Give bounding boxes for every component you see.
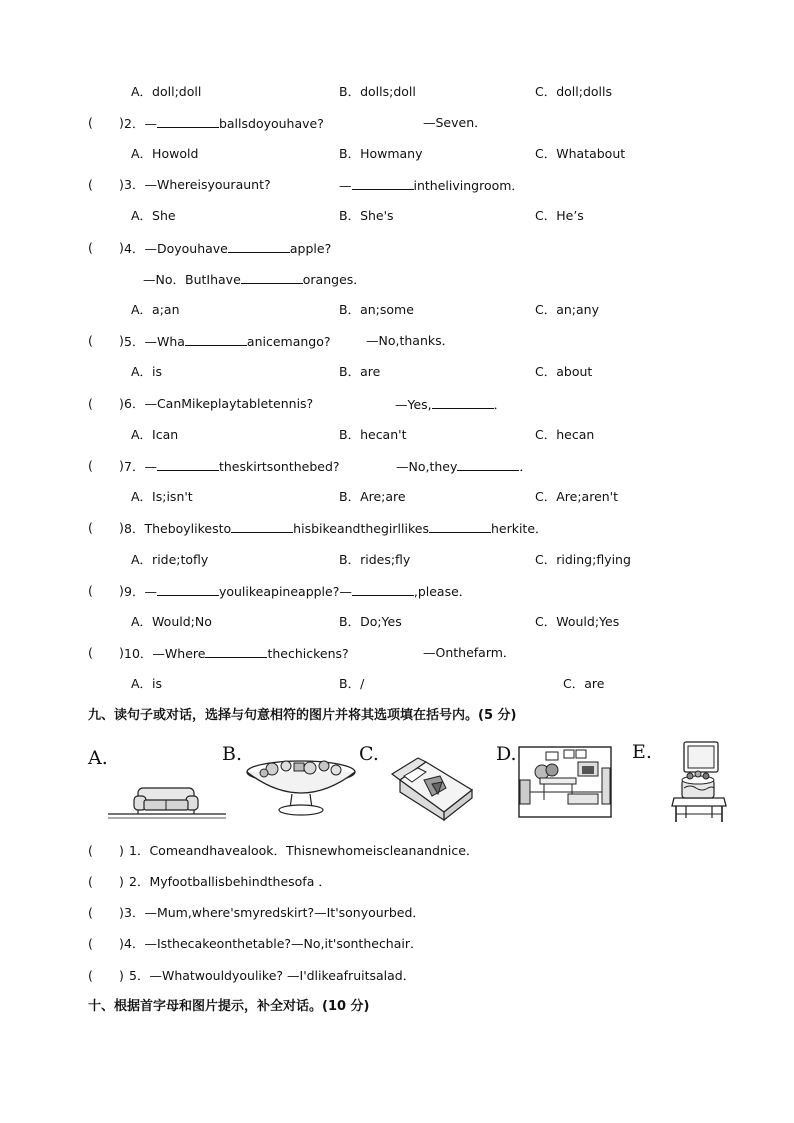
answer-paren-close: ) [119,936,124,951]
answer-paren-open: ( [88,115,93,130]
question-2 [0,113,794,133]
option-c: C．He’s [535,208,584,223]
question-answer: —Seven． [423,115,487,130]
answer-line [143,269,366,290]
option-b: B．an;some [339,302,414,317]
question-text [124,518,548,539]
question-answer: —Onthefarm． [423,645,516,660]
question-4-line-2 [0,269,794,289]
answer-paren-close: ) [119,874,124,889]
q5-options-row [0,362,794,382]
answer-paren-open: ( [88,936,93,951]
picture-e-label: E. [632,741,652,763]
answer-paren-open: ( [88,240,93,255]
q2-options-row [0,144,794,164]
answer-start: —Yes, [395,397,432,412]
option-c: C．about [535,364,593,379]
option-b: B．She's [339,208,394,223]
answer-paren-open: ( [88,843,93,858]
option-b: B．/ [339,676,365,691]
option-b: B．hecan't [339,427,407,442]
answer-blank[interactable] [457,456,519,471]
answer-paren-open: ( [88,333,93,348]
answer-blank[interactable] [429,518,491,533]
answer-paren-close: ) [119,968,124,983]
answer-blank[interactable] [352,581,414,596]
answer-paren-close: ) [119,583,124,598]
question-text [124,581,471,602]
bed-icon [388,754,474,822]
answer-end: ． [493,397,507,412]
section-9-item-1 [0,841,794,861]
q3-options-row [0,206,794,226]
option-b: B．rides;fly [339,552,411,567]
q7-options-row [0,487,794,507]
question-end: thechickens? [267,646,349,661]
question-number: 2．— [124,116,157,131]
item-text: 5．—Whatwouldyoulike? —I'dlikeafruitsalad． [129,968,416,983]
question-text [124,456,340,477]
answer-paren-close: ) [119,520,124,535]
question-text: 3．—Whereisyouraunt? [124,177,271,192]
answer-blank[interactable] [231,518,293,533]
section-9-item-5 [0,966,794,986]
question-end: ,please． [413,584,472,599]
question-5 [0,331,794,351]
answer-end: inthelivingroom． [413,178,524,193]
option-c: C．Whatabout [535,146,626,161]
answer-end: oranges． [302,272,366,287]
option-b: B．dolls;doll [339,84,416,99]
answer-paren-open: ( [88,968,93,983]
item-text: 4．—Isthecakeonthetable?—No,it'sonthechair． [124,936,423,951]
answer-paren-close: ) [119,645,124,660]
option-a: A．is [131,676,163,691]
option-a: A．Is;isn't [131,489,193,504]
answer-line [339,175,524,196]
answer-blank[interactable] [352,175,414,190]
question-start: 8．Theboylikesto [124,521,232,536]
answer-paren-close: ) [119,115,124,130]
q10-options-row [0,674,794,694]
option-c: C．hecan [535,427,595,442]
option-c: C．are [563,676,605,691]
fruit-bowl-icon [244,758,358,818]
picture-d-label: D. [496,743,517,765]
answer-paren-open: ( [88,520,93,535]
answer-paren-close: ) [119,458,124,473]
question-start: 9．— [124,584,157,599]
section-9-item-3 [0,903,794,923]
sofa-icon [108,778,226,824]
question-text: 6．—CanMikeplaytabletennis? [124,396,314,411]
question-4 [0,238,794,258]
answer-paren-close: ) [119,240,124,255]
option-b: B．Howmany [339,146,423,161]
q1-options-row [0,82,794,102]
living-room-icon [518,746,612,818]
answer-paren-open: ( [88,874,93,889]
option-c: C．doll;dolls [535,84,613,99]
answer-line [396,456,532,477]
answer-paren-open: ( [88,583,93,598]
question-end: apple? [289,241,332,256]
section-9-title: 九、读句子或对话，选择与句意相符的图片并将其选项填在括号内。(5 分) [88,708,517,723]
answer-paren-close: ) [119,843,124,858]
item-text: 1．Comeandhavealook．Thisnewhomeiscleanandnice． [129,843,479,858]
answer-blank[interactable] [157,456,219,471]
answer-blank[interactable] [228,238,290,253]
answer-start: —No．ButIhave [143,272,241,287]
option-a: A．a;an [131,302,180,317]
option-c: C．an;any [535,302,600,317]
question-end: herkite． [490,521,548,536]
answer-paren-open: ( [88,177,93,192]
answer-blank[interactable] [432,394,494,409]
answer-paren-open: ( [88,905,93,920]
answer-paren-close: ) [119,905,124,920]
answer-paren-close: ) [119,177,124,192]
section-9-item-4 [0,934,794,954]
option-c: C．riding;flying [535,552,631,567]
question-start: 5．—Wha [124,334,185,349]
question-start: 10．—Where [124,646,206,661]
q4-options-row [0,300,794,320]
question-8 [0,518,794,538]
option-a: A．Would;No [131,614,212,629]
option-c: C．Would;Yes [535,614,620,629]
option-c: C．Are;aren't [535,489,619,504]
question-mid: ballsdoyouhave? [218,116,324,131]
picture-c-label: C. [359,743,379,765]
question-6 [0,394,794,414]
item-text: 3．—Mum,where'smyredskirt?—It'sonyourbed． [124,905,425,920]
question-3 [0,175,794,195]
answer-blank[interactable] [241,269,303,284]
answer-paren-close: ) [119,333,124,348]
picture-b-label: B. [222,743,243,765]
option-a: A．Ican [131,427,179,442]
option-a: A．is [131,364,163,379]
question-text [124,238,331,259]
option-a: A．Howold [131,146,199,161]
answer-blank[interactable] [205,643,267,658]
option-a: A．She [131,208,176,223]
section-10-title: 十、根据首字母和图片提示，补全对话。(10 分) [88,999,370,1014]
answer-blank[interactable] [185,331,247,346]
answer-paren-open: ( [88,396,93,411]
option-a: A．doll;doll [131,84,202,99]
cake-on-chair-icon [668,740,730,824]
option-a: A．ride;tofly [131,552,209,567]
question-10 [0,643,794,663]
answer-line [395,394,506,415]
question-mid: hisbikeandthegirllikes [293,521,429,536]
answer-end: ． [519,459,532,474]
option-b: B．are [339,364,381,379]
question-mid: youlikeapineapple?— [218,584,352,599]
question-end: anicemango? [246,334,331,349]
picture-a-label: A. [88,747,108,769]
section-9-item-2 [0,872,794,892]
question-7 [0,456,794,476]
question-mid: theskirtsonthebed? [218,459,340,474]
question-answer: —No,thanks． [366,333,455,348]
question-start: 7．— [124,459,157,474]
answer-paren-open: ( [88,645,93,660]
option-b: B．Are;are [339,489,406,504]
q9-options-row [0,612,794,632]
q6-options-row [0,425,794,445]
dash: — [339,178,352,193]
answer-blank[interactable] [157,113,219,128]
answer-paren-open: ( [88,458,93,473]
q8-options-row [0,550,794,570]
question-9 [0,581,794,601]
answer-paren-close: ) [119,396,124,411]
item-text: 2．Myfootballisbehindthesofa ． [129,874,331,889]
question-start: 4．—Doyouhave [124,241,228,256]
question-text [124,643,349,664]
option-b: B．Do;Yes [339,614,402,629]
answer-start: —No,they [396,459,458,474]
question-text [124,113,324,134]
question-text [124,331,331,352]
answer-blank[interactable] [157,581,219,596]
